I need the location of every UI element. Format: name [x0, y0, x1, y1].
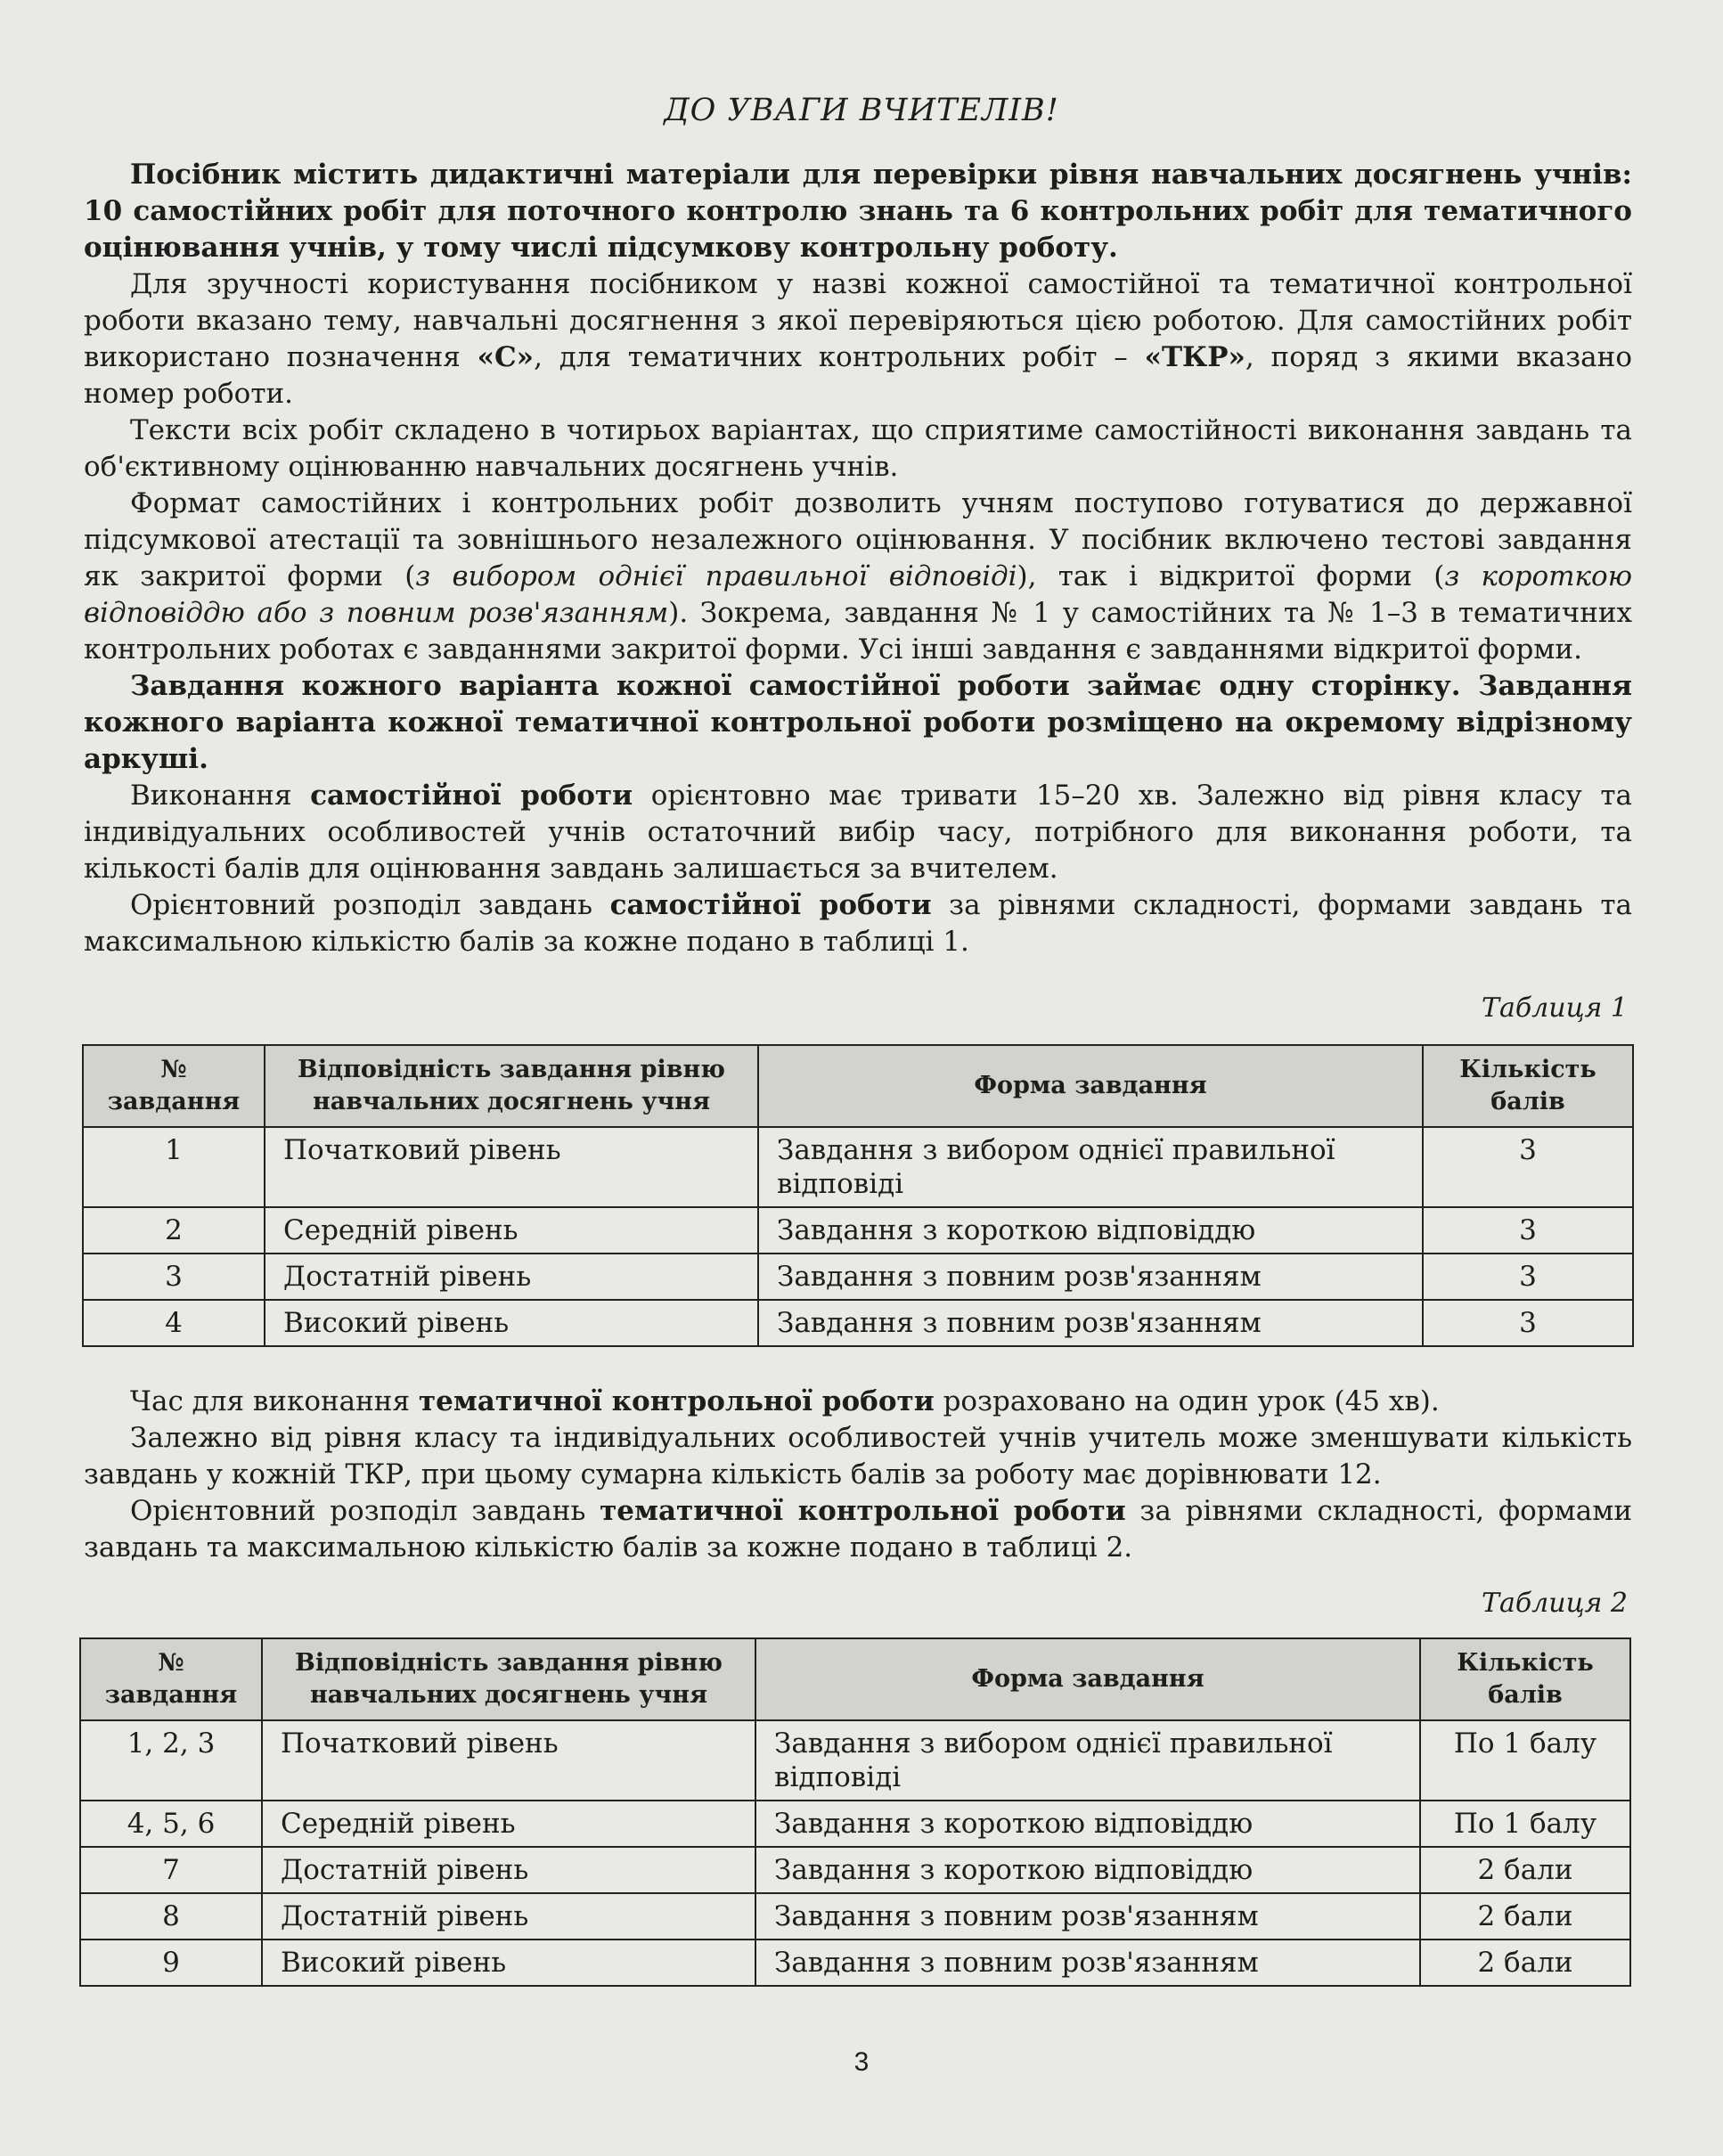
header-cell: Відповідність завдання рівню навчальних досягнень учня — [265, 1045, 758, 1127]
paragraph — [84, 486, 1632, 668]
table-cell: Достатній рівень — [265, 1254, 758, 1300]
table-cell: 2 — [83, 1207, 265, 1254]
paragraph — [84, 1384, 1632, 1420]
table-cell: 1, 2, 3 — [80, 1720, 262, 1801]
text-run: Залежно від рівня класу та індивідуальних особливостей учнів учитель може зменшувати кількість завдань у кожній ТКР, при цьому сумарна кількість балів за роботу має дорівнювати 12. — [84, 1422, 1632, 1490]
table2-caption: Таблиця 2 — [1481, 1588, 1628, 1619]
text-run: за рівнями складності, формами завдань та максимальною кількістю балів за кожне подано в таблиці 2. — [84, 1495, 1632, 1564]
paragraph — [84, 887, 1632, 960]
text-run: тематичної контрольної роботи — [418, 1385, 935, 1417]
table-row — [83, 1300, 1633, 1346]
table1-caption: Таблиця 1 — [1481, 992, 1628, 1024]
table-row — [80, 1893, 1630, 1940]
table-1 — [82, 1044, 1634, 1347]
text-run: «ТКР» — [1144, 341, 1245, 373]
text-run: Посібник містить дидактичні матеріали для перевірки рівня навчальних досягнень учнів: 10 самостійних робіт для поточного контролю знань та 6 контрольних робіт для тематичного оцінювання учнів, у тому числі підсумкову контрольну роботу. — [84, 159, 1632, 264]
text-run: орієнтовно має тривати 15–20 хв. Залежно від рівня класу та індивідуальних особливостей учнів остаточний вибір часу, потрібного для виконання роботи, та кількості балів для оцінювання завдань залишається за вчителем. — [84, 780, 1633, 885]
page-number: 3 — [853, 2047, 870, 2077]
table-cell: 2 бали — [1420, 1940, 1630, 1986]
table-cell: 3 — [1423, 1300, 1633, 1346]
table-2 — [79, 1637, 1631, 1987]
page-title: ДО УВАГИ ВЧИТЕЛІВ! — [664, 93, 1059, 128]
table-row — [83, 1254, 1633, 1300]
table-cell: Завдання з вибором однієї правильної відповіді — [758, 1127, 1423, 1207]
paragraph — [84, 1420, 1632, 1493]
header-cell: Кількість балів — [1420, 1638, 1630, 1720]
table-cell: 4 — [83, 1300, 265, 1346]
text-run: «С» — [477, 341, 535, 373]
text-run: розраховано на один урок (45 хв). — [934, 1385, 1440, 1417]
table-row — [83, 1127, 1633, 1207]
table-cell: Високий рівень — [262, 1940, 755, 1986]
header-cell: Форма завдання — [758, 1045, 1423, 1127]
header-cell: Форма завдання — [755, 1638, 1420, 1720]
table-cell: 4, 5, 6 — [80, 1801, 262, 1847]
table-cell: Завдання з короткою відповіддю — [758, 1207, 1423, 1254]
table-cell: 9 — [80, 1940, 262, 1986]
paragraph — [84, 266, 1632, 412]
text-run: Тексти всіх робіт складено в чотирьох варіантах, що сприятиме самостійності виконання завдань та об'єктивному оцінюванню навчальних досягнень учнів. — [84, 414, 1632, 483]
text-run: з вибором однієї правильної відповіді — [415, 560, 1017, 592]
text-run: самостійної роботи — [609, 889, 932, 921]
paragraph — [84, 157, 1632, 266]
table-cell: 2 бали — [1420, 1893, 1630, 1940]
header-cell: Кількість балів — [1423, 1045, 1633, 1127]
paragraph — [84, 668, 1632, 778]
table-cell: Середній рівень — [265, 1207, 758, 1254]
text-run: Для зручності користування посібником у назві кожної самостійної та тематичної контрольної роботи вказано тему, навчальні досягнення з якої перевіряються цією роботою. Для самостійних робіт використано позначення — [84, 268, 1632, 373]
header-cell: № завдання — [80, 1638, 262, 1720]
text-run: Формат самостійних і контрольних робіт дозволить учням поступово готуватися до державної підсумкової атестації та зовнішнього незалежного оцінювання. У посібник включено тестові завдання як закритої форми ( — [84, 487, 1632, 592]
table-cell: 8 — [80, 1893, 262, 1940]
table-cell: 3 — [1423, 1207, 1633, 1254]
table-row — [80, 1940, 1630, 1986]
text-run: самостійної роботи — [310, 780, 633, 812]
text-run: Виконання — [130, 780, 311, 812]
text-run: Орієнтовний розподіл завдань — [130, 889, 610, 921]
table-cell: Початковий рівень — [262, 1720, 755, 1801]
header-cell: Відповідність завдання рівню навчальних досягнень учня — [262, 1638, 755, 1720]
table-row — [80, 1720, 1630, 1801]
table-cell: Завдання з вибором однієї правильної відповіді — [755, 1720, 1420, 1801]
table-cell: Завдання з повним розв'язанням — [758, 1254, 1423, 1300]
table-cell: 1 — [83, 1127, 265, 1207]
table-cell: По 1 балу — [1420, 1801, 1630, 1847]
table-row — [83, 1207, 1633, 1254]
text-run: Завдання кожного варіанта кожної самостійної роботи займає одну сторінку. Завдання кожного варіанта кожної тематичної контрольної роботи розміщено на окремому відрізному аркуші. — [84, 670, 1632, 775]
text-run: тематичної контрольної роботи — [600, 1495, 1126, 1527]
table-cell: Достатній рівень — [262, 1893, 755, 1940]
header-cell: № завдання — [83, 1045, 265, 1127]
table-row — [80, 1801, 1630, 1847]
table-cell: Завдання з повним розв'язанням — [755, 1893, 1420, 1940]
tkr-text — [84, 1384, 1632, 1566]
text-run: , поряд з якими вказано номер роботи. — [84, 341, 1632, 410]
table-cell: Високий рівень — [265, 1300, 758, 1346]
text-run: , для тематичних контрольних робіт – — [534, 341, 1145, 373]
table-cell: 3 — [83, 1254, 265, 1300]
table-cell: 2 бали — [1420, 1847, 1630, 1893]
intro-text — [84, 157, 1632, 960]
table-cell: Завдання з повним розв'язанням — [758, 1300, 1423, 1346]
table-cell: Достатній рівень — [262, 1847, 755, 1893]
text-run: Час для виконання — [130, 1385, 419, 1417]
table-row — [80, 1847, 1630, 1893]
table-cell: 3 — [1423, 1254, 1633, 1300]
table-cell: Завдання з короткою відповіддю — [755, 1847, 1420, 1893]
text-run: за рівнями складності, формами завдань та максимальною кількістю балів за кожне подано в таблиці 1. — [84, 889, 1633, 958]
paragraph — [84, 778, 1632, 887]
text-run: ), так і відкритої форми ( — [1017, 560, 1445, 592]
paragraph — [84, 1493, 1632, 1566]
table-cell: По 1 балу — [1420, 1720, 1630, 1801]
text-run: ). Зокрема, завдання № 1 у самостійних та № 1–3 в тематичних контрольних роботах є завданнями закритої форми. Усі інші завдання є завданнями відкритої форми. — [84, 597, 1633, 666]
table-cell: Середній рівень — [262, 1801, 755, 1847]
paragraph — [84, 412, 1632, 486]
table-cell: 7 — [80, 1847, 262, 1893]
text-run: з короткою відповіддю або з повним розв'язанням — [84, 560, 1633, 629]
table-cell: Завдання з повним розв'язанням — [755, 1940, 1420, 1986]
table-cell: 3 — [1423, 1127, 1633, 1207]
text-run: Орієнтовний розподіл завдань — [130, 1495, 600, 1527]
table-cell: Завдання з короткою відповіддю — [755, 1801, 1420, 1847]
table-cell: Початковий рівень — [265, 1127, 758, 1207]
